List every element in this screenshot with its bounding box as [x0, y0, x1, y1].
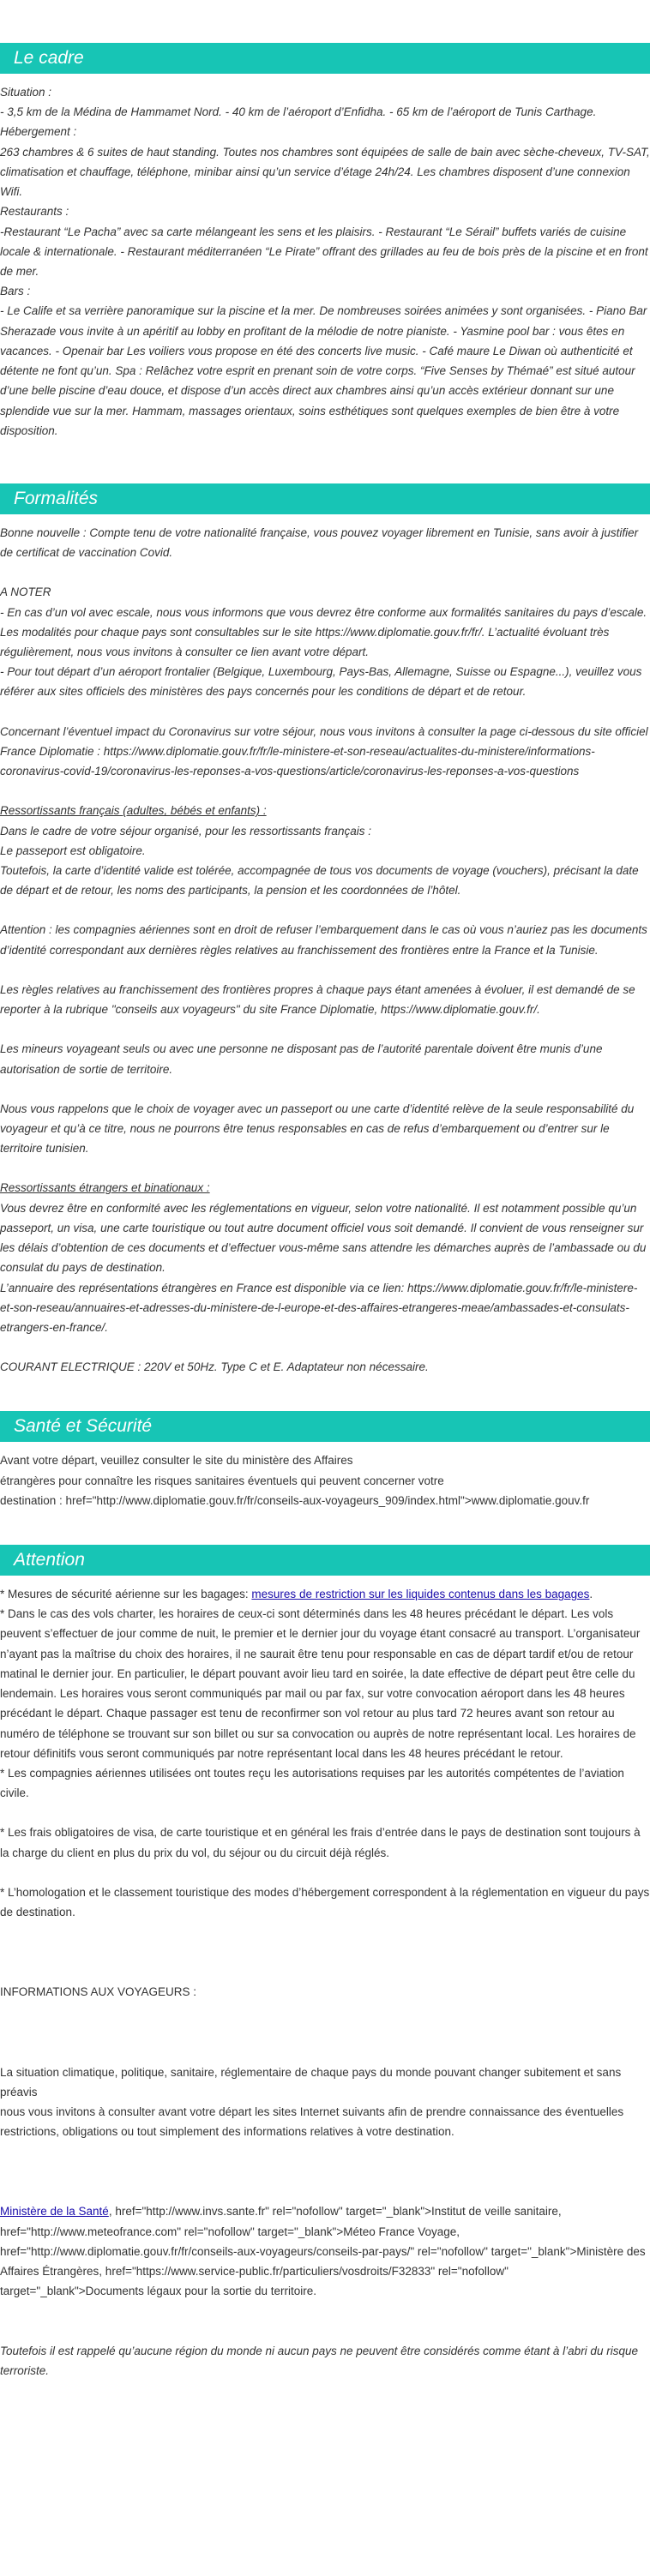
cadre-content [0, 82, 650, 441]
luggage-security-suffix: . [589, 1588, 593, 1601]
section-cadre [0, 0, 650, 441]
french-nationals-line: Dans le cadre de votre séjour organisé, pour les ressortissants français : [0, 824, 371, 838]
sante-line: étrangères pour connaître les risques sanitaires éventuels qui peuvent concerner votre [0, 1474, 444, 1487]
luggage-security-line [0, 1584, 650, 1604]
cadre-line: - Le Calife et sa verrière panoramique sur la piscine et la mer. De nombreuses soirées animées y sont organisées. - Piano Bar Sherazade vous invite à un apéritif au lobby en profitant de la mélodie de notre pianiste. - Yasmine pool bar : vous êtes en vacances. - Openair bar Les voiliers vous propose en été des concerts live music. - Café maure Le Diwan où authenticité et détente ne font qu’un. Spa : Relâchez votre esprit en prenant soin de votre corps. “Five Senses by Thémaé” est situé autour d’une belle piscine d’eau douce, et dispose d’un accès direct aux chambres ainsi qu’un accès extérieur donnant sur une splendide vue sur la mer. Hammam, massages orientaux, soins esthétiques sont quelques exemples de bien être à votre disposition. [0, 304, 647, 437]
note-line: Les modalités pour chaque pays sont consultables sur le site https://www.diplomatie.gouv.fr/fr/. L’actualité évoluant très régulièrement, nous vous invitons à consulter ce lien avant votre départ. [0, 625, 610, 659]
useful-sites-paragraph [0, 2201, 650, 2301]
liquids-restriction-link[interactable]: mesures de restriction sur les liquides contenus dans les bagages [251, 1588, 590, 1601]
sante-line: destination : href="http://www.diplomatie.gouv.fr/fr/conseils-aux-voyageurs_909/index.html">www.diplomatie.gouv.fr [0, 1493, 590, 1507]
french-nationals-heading: Ressortissants français (adultes, bébés et enfants) : [0, 804, 267, 818]
french-nationals-line: Toutefois, la carte d’identité valide est tolérée, accompagnée de tous vos documents de voyage (vouchers), précisant la date de départ et de retour, les noms des participants, la pension et les coordonnées de l’hôtel. [0, 864, 639, 898]
homologation-paragraph: * L’homologation et le classement touristique des modes d’hébergement correspondent à la réglementation en vigueur du pays de destination. [0, 1885, 650, 1919]
reminder-paragraph: Nous vous rappelons que le choix de voyager avec un passeport ou une carte d’identité relève de la seule responsabilité du voyageur et qu’à ce titre, nous ne pourrons être tenus responsables en cas de refus d’embarquement ou d’entrer sur le territoire tunisien. [0, 1102, 635, 1156]
section-title-cadre: Le cadre [0, 43, 650, 74]
minors-paragraph: Les mineurs voyageant seuls ou avec une personne ne disposant pas de l’autorité parentale doivent être munis d’une autorisation de sortie de territoire. [0, 1042, 603, 1076]
terrorism-paragraph: Toutefois il est rappelé qu’aucune région du monde ni aucun pays ne peuvent être considérés comme étant à l’abri du risque terroriste. [0, 2344, 638, 2377]
cadre-line: Hébergement : [0, 125, 77, 139]
charter-flights-paragraph: * Dans le cas des vols charter, les horaires de ceux-ci sont déterminés dans les 48 heures précédant le départ. Les vols peuvent s’effectuer de jour comme de nuit, le premier et le dernier jour du voyage étant consacré au transport. L’organisateur n’ayant pas la maîtrise du choix des horaires, il ne saurait être tenu pour responsable en cas de départ tardif et/ou de retour matinal le dernier jour. En particulier, le départ pouvant avoir lieu tard en soirée, la date effective de départ peut être celle du lendemain. Les horaires vous seront communiqués par mail ou par fax, sur votre convocation aéroport dans les 48 heures précédant le départ. Chaque passager est tenu de reconfirmer son vol retour au plus tard 72 heures avant son retour au numéro de téléphone se trouvant sur son billet ou sur sa convocation ou auprès de notre représentant local. Les horaires de retour définitifs vous seront communiqués par notre représentant local dans les 48 heures précédant le retour. [0, 1607, 641, 1760]
foreign-nationals-line: L’annuaire des représentations étrangères en France est disponible via ce lien: https://www.diplomatie.gouv.fr/fr/le-ministere-et-son-reseau/annuaires-et-adresses-du-ministere-de-l-europe-et-des-affaires-etrangeres-meae/ambassades-et-consulats-etrangers-en-france/. [0, 1281, 638, 1334]
situation-line: nous vous invitons à consulter avant votre départ les sites Internet suivants afin de prendre connaissance des éventuelles restrictions, obligations ou tout simplement des informations relatives à votre destination. [0, 2105, 624, 2139]
foreign-nationals-heading: Ressortissants étrangers et binationaux : [0, 1181, 210, 1195]
note-line: - En cas d’un vol avec escale, nous vous informons que vous devrez être conforme aux formalités sanitaires du pays d’escale. [0, 605, 647, 619]
section-title-formalites: Formalités [0, 483, 650, 514]
cadre-line: Situation : [0, 86, 52, 99]
health-ministry-link[interactable]: Ministère de la Santé [0, 2205, 109, 2219]
french-nationals-line: Le passeport est obligatoire. [0, 844, 146, 857]
section-sante [0, 1377, 650, 1510]
luggage-security-prefix: * Mesures de sécurité aérienne sur les bagages: [0, 1588, 252, 1601]
cadre-line: 263 chambres & 6 suites de haut standing. Toutes nos chambres sont équipées de salle de bain avec sèche-cheveux, TV-SAT, climatisation et chauffage, téléphone, minibar ainsi qu’un service d’étage 24h/24. Les chambres disposent d’une connexion Wifi. [0, 145, 650, 199]
sante-content [0, 1450, 650, 1510]
section-formalites [0, 441, 650, 1377]
airlines-paragraph: * Les compagnies aériennes utilisées ont toutes reçu les autorisations requises par les autorités compétentes de l’aviation civile. [0, 1767, 624, 1800]
formalites-content [0, 523, 650, 1377]
attention-content [0, 1584, 650, 2381]
sante-line: Avant votre départ, veuillez consulter le site du ministère des Affaires [0, 1454, 353, 1468]
travel-info-heading: INFORMATIONS AUX VOYAGEURS : [0, 1985, 197, 1999]
cadre-line: Restaurants : [0, 205, 69, 219]
attention-paragraph: Attention : les compagnies aériennes sont en droit de refuser l’embarquement dans le cas où vous n’auriez pas les documents d’identité correspondant aux dernières règles relatives au franchissement des frontières entre la France et la Tunisie. [0, 923, 647, 957]
foreign-nationals-line: Vous devrez être en conformité avec les réglementations en vigueur, selon votre nationalité. Il est notamment possible qu’un passeport, un visa, une carte touristique ou tout autre document officiel vous soit demandé. Il convient de vous renseigner sur les délais d’obtention de ces documents et d’effectuer vous-même sans attendre les démarches auprès de l’ambassade ou du consulat du pays de destination. [0, 1201, 647, 1275]
cadre-line: -Restaurant “Le Pacha” avec sa carte mélangeant les sens et les plaisirs. - Restaurant “Le Sérail” buffets variés de cuisine locale & internationale. - Restaurant méditerranéen “Le Pirate” offrant des grillades au feu de bois près de la piscine et en front de mer. [0, 225, 648, 278]
cadre-line: - 3,5 km de la Médina de Hammamet Nord. - 40 km de l’aéroport d’Enfidha. - 65 km de l’aéroport de Tunis Carthage. [0, 105, 597, 119]
section-attention [0, 1510, 650, 2381]
note-heading: A NOTER [0, 585, 51, 599]
electric-current-paragraph: COURANT ELECTRIQUE : 220V et 50Hz. Type C et E. Adaptateur non nécessaire. [0, 1360, 429, 1374]
situation-line: La situation climatique, politique, sanitaire, réglementaire de chaque pays du monde pouvant changer subitement et sans préavis [0, 2065, 622, 2099]
useful-sites-rest: , href="http://www.invs.sante.fr" rel="nofollow" target="_blank">Institut de veille sanitaire, href="http://www.meteofrance.com" rel="nofollow" target="_blank">Méteo France Voyage, href="http://www.diplomatie.gouv.fr/fr/conseils-aux-voyageurs/conseils-par-pays/" rel="nofollow" target="_blank">Ministère des Affaires Étrangères, href="https://www.service-public.fr/particuliers/vosdroits/F32833" rel="nofollow" target="_blank">Documents légaux pour la sortie du territoire. [0, 2205, 646, 2298]
fees-paragraph: * Les frais obligatoires de visa, de carte touristique et en général les frais d’entrée dans le pays de destination sont toujours à la charge du client en plus du prix du vol, du séjour ou du circuit déjà réglés. [0, 1826, 641, 1859]
section-title-attention: Attention [0, 1545, 650, 1576]
formalites-intro: Bonne nouvelle : Compte tenu de votre nationalité française, vous pouvez voyager librement en Tunisie, sans avoir à justifier de certificat de vaccination Covid. [0, 525, 639, 560]
section-title-sante: Santé et Sécurité [0, 1411, 650, 1442]
cadre-line: Bars : [0, 285, 31, 298]
border-rules-paragraph: Les règles relatives au franchissement des frontières propres à chaque pays étant amenées à évoluer, il est demandé de se reporter à la rubrique "conseils aux voyageurs" du site France Diplomatie, https://www.diplomatie.gouv.fr/. [0, 982, 635, 1017]
note-line: - Pour tout départ d’un aéroport frontalier (Belgique, Luxembourg, Pays-Bas, Allemagne, Suisse ou Espagne...), veuillez vous référer aux sites officiels des ministères des pays concernés pour les conditions de départ et de retour. [0, 665, 642, 699]
coronavirus-paragraph: Concernant l’éventuel impact du Coronavirus sur votre séjour, nous vous invitons à consulter la page ci-dessous du site officiel France Diplomatie : https://www.diplomatie.gouv.fr/fr/le-ministere-et-son-reseau/actualites-du-ministere/informations-coronavirus-covid-19/coronavirus-les-reponses-a-vos-questions/article/coronavirus-les-reponses-a-vos-questions [0, 724, 648, 778]
